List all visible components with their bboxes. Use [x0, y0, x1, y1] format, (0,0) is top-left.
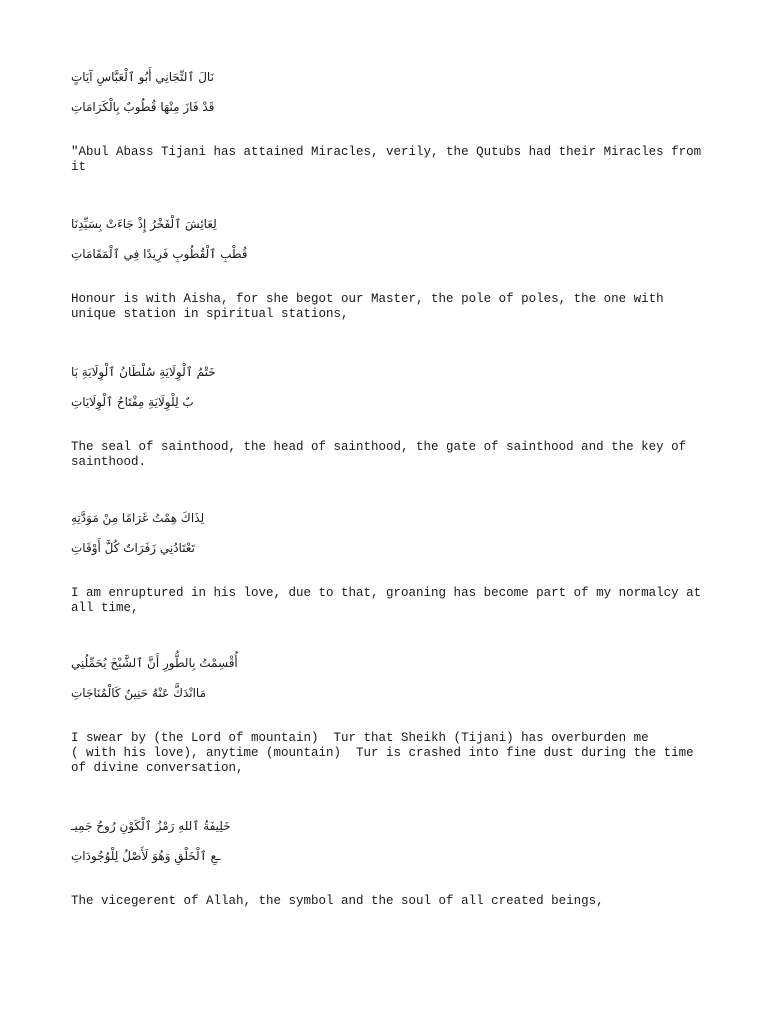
translation-paragraph: The vicegerent of Allah, the symbol and the soul of all created beings,	[71, 894, 604, 908]
arabic-verse-line: تَعْتَادُنِي زَفَرَاتٌ كُلَّ أَوْقَاتِ	[71, 541, 195, 555]
arabic-verse-line: خَتْمُ ٱلْوِلَايَةِ سُلْطَانُ ٱلْوِلَايَةِ بَا	[71, 365, 216, 379]
stanza-3	[71, 365, 701, 470]
arabic-verse-line: ـعِ ٱلْخَلْقِ وَهُوَ لَأَصْلُ لِلْوُجُودَاتِ	[71, 849, 221, 863]
arabic-verse-line: قُطْبِ ٱلْقُطُوبِ فَرِيدًا فِي ٱلْمَقَامَاتِ	[71, 247, 248, 261]
stanza-2	[71, 217, 701, 322]
translation-paragraph: The seal of sainthood, the head of sainthood, the gate of sainthood and the key of sainthood.	[71, 440, 694, 469]
translation-paragraph: I swear by (the Lord of mountain) Tur that Sheikh (Tijani) has overburden me ( with his love), anytime (mountain) Tur is crashed into fine dust during the time of divine conversation,	[71, 731, 694, 775]
stanza-4	[71, 511, 709, 616]
arabic-verse-line: لِذَاكَ هِمْتُ غَرَامًا مِنْ مَوَدَّتِهِ	[71, 511, 205, 525]
translation-paragraph: Honour is with Aisha, for she begot our Master, the pole of poles, the one with unique station in spiritual stations,	[71, 292, 672, 321]
translation-paragraph: "Abul Abass Tijani has attained Miracles, verily, the Qutubs had their Miracles from it	[71, 145, 709, 174]
stanza-6	[71, 819, 701, 909]
arabic-verse-line: قَدْ فَازَ مِنْهَا قُطُوبٌ بِالْكَرَامَاتِ	[71, 100, 215, 114]
arabic-verse-line: بٌ لِلْوِلَايَةِ مِفْتَاحُ ٱلْوِلَايَاتِ	[71, 395, 194, 409]
arabic-verse-line: مَاانْدَكَّ عَنْهُ حَنِينٌ كَالْمُنَاجَاتِ	[71, 686, 207, 700]
arabic-verse-line: نَالَ ٱلتِّجَانِي أَبُو ٱلْعَبَّاسِ آيَاتٍ	[71, 70, 214, 84]
translation-paragraph: I am enruptured in his love, due to that, groaning has become part of my normalcy at all time,	[71, 586, 709, 615]
arabic-verse-line: لِعَائِشَ ٱلْفَخْرُ إِذْ جَاءَتْ بِسَيِّدِنَا	[71, 217, 217, 231]
arabic-verse-line: خَلِيفَةُ ٱللهِ رَمْزُ ٱلْكَوْنِ رُوحُ جَمِيـ	[71, 819, 231, 833]
stanza-5	[71, 656, 701, 776]
stanza-1	[71, 70, 709, 175]
arabic-verse-line: أُقْسِمْتُ بِالطُّورِ أَنَّ ٱلشَّيْخَ يُحَمِّلُنِي	[71, 656, 238, 670]
